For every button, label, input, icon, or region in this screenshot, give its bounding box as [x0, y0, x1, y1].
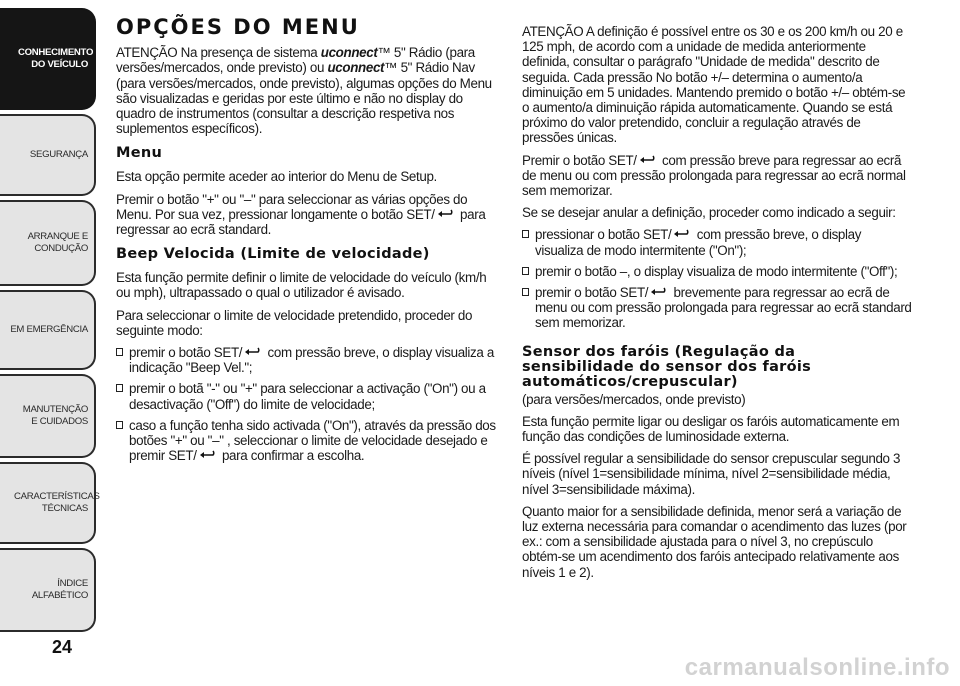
- right-column: [522, 24, 912, 587]
- back-arrow-icon: [244, 347, 262, 358]
- uconnect-brand: uconnect: [320, 45, 378, 61]
- menu-paragraph-1: Esta opção permite aceder ao interior do Menu de Setup.: [116, 169, 437, 185]
- list-item: premir o botão –, o display visualiza de modo intermitente ("Off");: [522, 264, 912, 279]
- checkbox-bullet-icon: [522, 288, 529, 296]
- left-column: [116, 0, 500, 469]
- checkbox-bullet-icon: [116, 348, 123, 356]
- section-title: OPÇÕES DO MENU: [116, 15, 360, 39]
- list-item: pressionar o botão SET/ com pressão breve, o display visualiza de modo intermitente ("On");: [522, 227, 912, 257]
- sensor-paragraph-3: Quanto maior for a sensibilidade definida, menor será a variação de luz externa necessária para comandar o acendimento das luzes (por ex.: com a sensibilidade ajustada para o nível 3, no crepúsculo obtém-se um acendimento dos faróis antecipado relativamente aos níveis 1 e 2).: [522, 503, 907, 580]
- sensor-paragraph-1: Esta função permite ligar ou desligar os faróis automaticamente em função das condições de luminosidade externa.: [522, 413, 900, 445]
- tab-manutencao-e-cuidados[interactable]: MANUTENÇÃO E CUIDADOS: [0, 374, 96, 458]
- back-arrow-icon: [199, 450, 217, 461]
- checkbox-bullet-icon: [522, 230, 529, 238]
- beep-paragraph-1: Esta função permite definir o limite de velocidade do veículo (km/h ou mph), ultrapassado o qual o utilizador é avisado.: [116, 270, 487, 301]
- back-arrow-icon: [650, 287, 668, 298]
- watermark: carmanualsonline.info: [684, 654, 950, 681]
- chapter-tabs: [0, 0, 100, 640]
- sensor-heading: Sensor dos faróis (Regulação da sensibilidade do sensor dos faróis automáticos/crepuscular): [522, 343, 812, 390]
- menu-paragraph-2: Premir o botão "+" ou "–" para seleccionar as várias opções do Menu. Por sua vez, pressionar longamente o botão SET/ para regressar ao ecrã standard.: [116, 191, 486, 238]
- uconnect-brand: uconnect: [327, 60, 385, 76]
- tab-em-emergencia[interactable]: EM EMERGÊNCIA: [0, 290, 96, 370]
- attention-paragraph: ATENÇÃO A definição é possível entre os 30 e os 200 km/h ou 20 e 125 mph, de acordo com a unidade de medida anteriormente definida, consultar o parágrafo "Unidade de medida" descrito de seguida. Cada pressão No botão +/– determina o aumento/a diminuição em 5 unidades. Mantendo premido o botão +/– obtém-se o aumento/a diminuição rápida automaticamente. Quando se está próximo do valor pretendido, concluir a regulação através de pressões únicas.: [522, 24, 906, 146]
- sensor-paragraph-2: É possível regular a sensibilidade do sensor crepuscular segundo 3 níveis (nível 1=sensibilidade mínima, nível 2=sensibilidade média, nível 3=sensibilidade máxima).: [522, 451, 901, 497]
- back-arrow-icon: [673, 229, 691, 240]
- back-arrow-icon: [639, 155, 657, 166]
- tab-arranque-e-conducao[interactable]: ARRANQUE E CONDUÇÃO: [0, 200, 96, 286]
- list-item: premir o botão SET/ com pressão breve, o display visualiza a indicação "Beep Vel.";: [116, 345, 500, 375]
- cancel-paragraph: Se se desejar anular a definição, proceder como indicado a seguir:: [522, 205, 896, 221]
- set-paragraph: Premir o botão SET/ com pressão breve para regressar ao ecrã de menu ou com pressão prolongada para regressar ao ecrã normal sem memorizar.: [522, 152, 906, 199]
- back-arrow-icon: [437, 209, 455, 220]
- page-number: 24: [52, 637, 73, 657]
- tab-indice-alfabetico[interactable]: ÍNDICE ALFABÉTICO: [0, 548, 96, 632]
- intro-paragraph: ATENÇÃO Na presença de sistema uconnect™ 5" Rádio (para versões/mercados, onde previsto) ou uconnect™ 5" Rádio Nav (para versões/mercados, onde previsto), algumas opções do Menu são visualizadas e geridas por este último e não no display do quadro de instrumentos (consultar a descrição respetiva nos suplementos específicos).: [116, 45, 492, 137]
- checkbox-bullet-icon: [522, 267, 529, 275]
- tab-conhecimento-do-veiculo[interactable]: CONHECIMENTO DO VEÍCULO: [0, 8, 96, 110]
- list-item: caso a função tenha sido activada ("On"), através da pressão dos botões "+" ou "–" , seleccionar o limite de velocidade desejado e premir SET/ para confirmar a escolha.: [116, 418, 500, 464]
- checkbox-bullet-icon: [116, 384, 123, 392]
- list-item: premir o botão SET/ brevemente para regressar ao ecrã de menu ou com pressão prolongada para regressar ao ecrã standard sem memorizar.: [522, 285, 912, 331]
- beep-paragraph-2: Para seleccionar o limite de velocidade pretendido, proceder do seguinte modo:: [116, 307, 473, 338]
- sensor-subtitle: (para versões/mercados, onde previsto): [522, 391, 746, 407]
- tab-caracteristicas-tecnicas[interactable]: CARACTERÍSTICAS TÉCNICAS: [0, 462, 96, 544]
- checkbox-bullet-icon: [116, 421, 123, 429]
- beep-heading: Beep Velocida (Limite de velocidade): [116, 246, 430, 263]
- menu-heading: Menu: [116, 145, 163, 162]
- tab-seguranca[interactable]: SEGURANÇA: [0, 114, 96, 196]
- list-item: premir o botã "-" ou "+" para seleccionar a activação ("On") ou a desactivação ("Off") do limite de velocidade;: [116, 381, 500, 411]
